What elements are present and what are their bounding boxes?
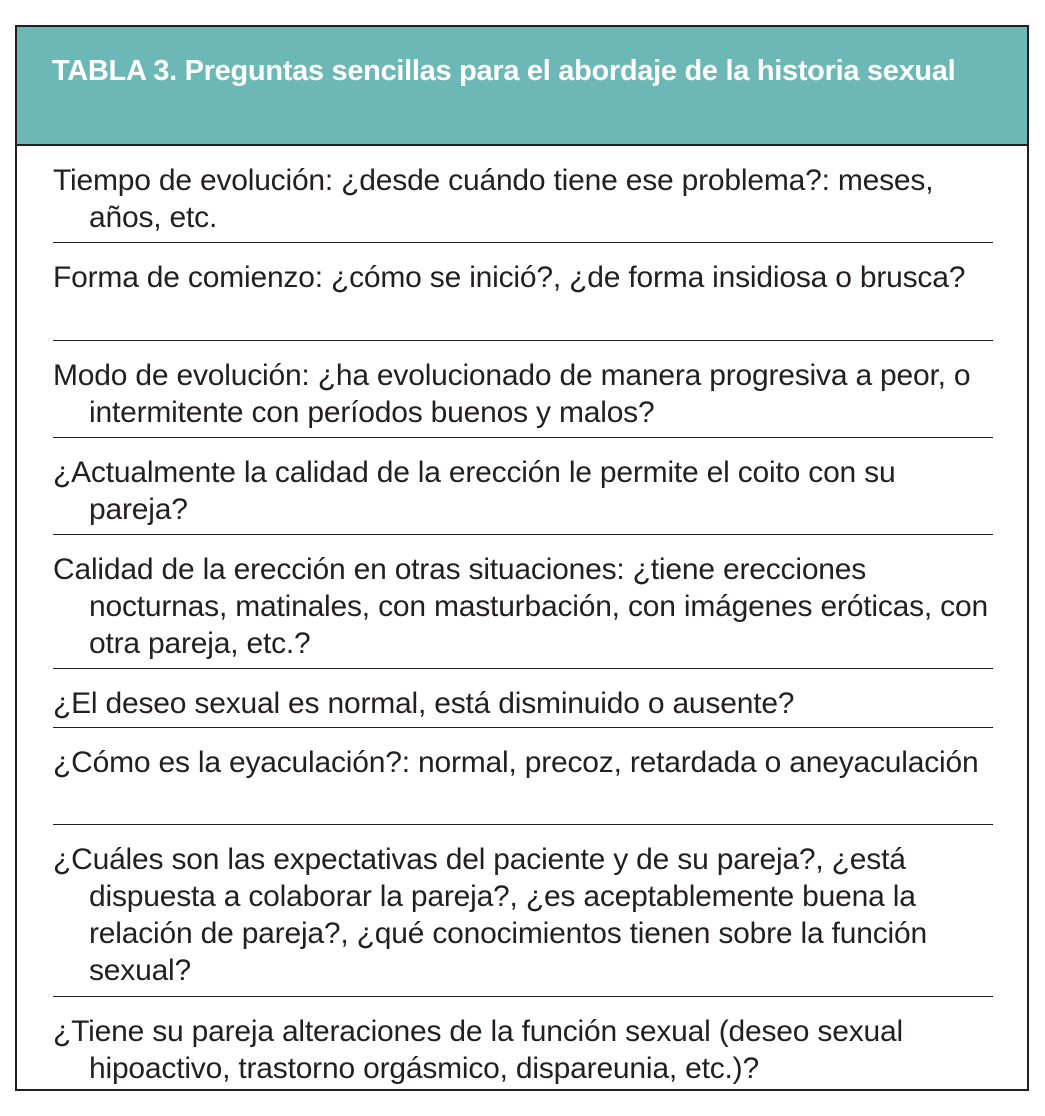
row-text: ¿Actualmente la calidad de la erección le permite el coito con su pareja? bbox=[53, 456, 896, 526]
row-text: Calidad de la erección en otras situaciones: ¿tiene erecciones nocturnas, matinales, con masturbación, con imágenes eróticas, con otra pareja, etc.? bbox=[53, 553, 988, 660]
row-text: ¿Tiene su pareja alteraciones de la función sexual (deseo sexual hipoactivo, trastorno orgásmico, dispareunia, etc.)? bbox=[53, 1015, 903, 1085]
table-row bbox=[53, 438, 993, 535]
table-row bbox=[53, 669, 993, 728]
table-body bbox=[17, 146, 1027, 1093]
table-row bbox=[53, 728, 993, 825]
table-row bbox=[53, 146, 993, 243]
table-row bbox=[53, 825, 993, 997]
questions-table bbox=[15, 25, 1029, 1091]
table-row bbox=[53, 341, 993, 438]
table-title: TABLA 3. Preguntas sencillas para el abordaje de la historia sexual bbox=[52, 55, 956, 87]
table-header bbox=[17, 27, 1027, 146]
row-text: Forma de comienzo: ¿cómo se inició?, ¿de forma insidiosa o brusca? bbox=[53, 261, 966, 294]
table-row bbox=[53, 997, 993, 1093]
table-row bbox=[53, 243, 993, 341]
row-text: ¿Cuáles son las expectativas del paciente y de su pareja?, ¿está dispuesta a colaborar la pareja?, ¿es aceptablemente buena la relación de pareja?, ¿qué conocimientos tienen sobre la función sexual? bbox=[53, 843, 927, 987]
row-text: Tiempo de evolución: ¿desde cuándo tiene ese problema?: meses, años, etc. bbox=[53, 164, 934, 234]
row-text: ¿Cómo es la eyaculación?: normal, precoz, retardada o aneyaculación bbox=[53, 746, 979, 779]
table-row bbox=[53, 535, 993, 669]
row-text: ¿El deseo sexual es normal, está disminuido o ausente? bbox=[53, 687, 795, 720]
row-text: Modo de evolución: ¿ha evolucionado de manera progresiva a peor, o intermitente con períodos buenos y malos? bbox=[53, 359, 971, 429]
